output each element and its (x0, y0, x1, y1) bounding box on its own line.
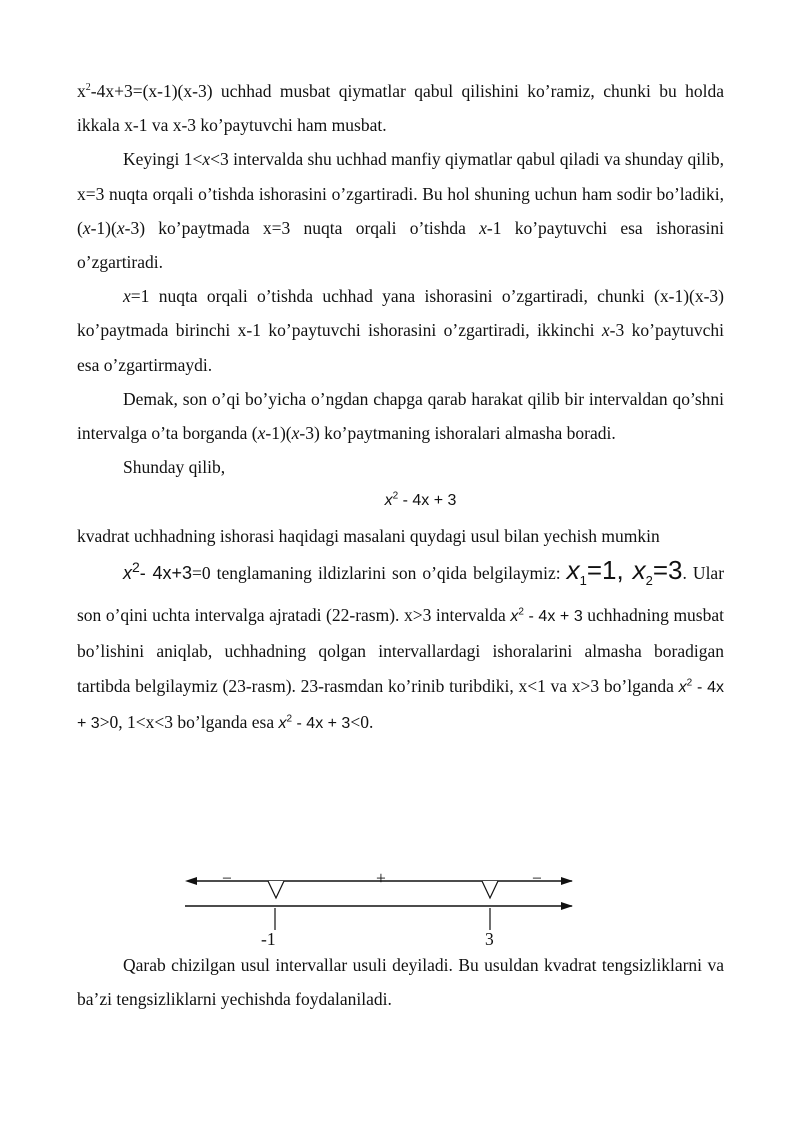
paragraph-3: x=1 nuqta orqali o’tishda uchhad yana ishorasini o’zgartiradi, chunki (x-1)(x-3) ko’paytmada birinchi x-1 ko’paytuvchi ishorasini o’zgartiradi, ikkinchi x-3 ko’paytuvchi esa o’zgartirmaydi. (77, 286, 724, 375)
paragraph-4: Demak, son o’qi bo’yicha o’ngdan chapga qarab harakat qilib bir intervaldan qo’shni intervalga o’ta borganda (x-1)(x-3) ko’paytmaning ishoralari almasha boradi. (77, 388, 724, 444)
paragraph-2: Keyingi 1<x<3 intervalda shu uchhad manfiy qiymatlar qabul qiladi va shunday qilib, x=3 nuqta orqali o’tishda ishorasini o’zgartiradi. Bu hol shuning uchun ham sodir bo’ladiki, (x-1)(x-3) ko’paytmada x=3 nuqta orqali o’tishda x-1 ko’paytuvchi esa ishorasini o’zgartiradi. (77, 149, 725, 273)
formula-center: $x^2 - 4x + 3$ (384, 491, 457, 510)
left-arrow-icon (185, 877, 197, 885)
label-left: -1 (261, 929, 276, 949)
paragraph-1: $x^2-4x+3=(x-1)(x-3)$ uchhad musbat qiymatlar qabul qilishini ko’ramiz, chunki bu holda ikkala x-1 va x-3 ko’paytuvchi ham musbat. (77, 81, 724, 136)
sign-change-mark-2 (482, 881, 498, 898)
sign-minus-left: − (222, 868, 232, 888)
document-footer-paragraph (77, 948, 724, 1016)
document-body (77, 74, 724, 741)
sign-minus-right: − (532, 868, 542, 888)
axis-arrow-icon (561, 902, 573, 910)
paragraph-7: $x^2-$ 4x+3=0 tenglamaning ildizlarini son o’qida belgilaymiz: $x_1=1$, $x_2=3$. Ular son o’qini uchta intervalga ajratadi (22-rasm). x>3 intervalda $x^2 - 4x + 3$ uchhadning musbat bo’lishini aniqlab, uchhadning qolgan intervallardagi ishoralarini almasha boradigan tartibda belgilaymiz (23-rasm). 23-rasmdan ko’rinib turibdiki, x<1 va x>3 bo’lganda $x^2 - 4x + 3>0$, 1<x<3 bo’lganda esa $x^2 - 4x + 3<0$. (77, 554, 725, 732)
label-right: 3 (485, 929, 494, 949)
paragraph-8: Qarab chizilgan usul intervallar usuli deyiladi. Bu usuldan kvadrat tengsizliklarni va ba’zi tengsizliklarni yechishda foydalaniladi. (77, 955, 724, 1010)
number-line-figure (180, 868, 580, 954)
paragraph-5: Shunday qilib, (123, 457, 226, 478)
right-arrow-icon (561, 877, 573, 885)
roots-formula: $x_1=1$, $x_2=3$ (566, 554, 683, 589)
paragraph-6: kvadrat uchhadning ishorasi haqidagi masalani quydagi usul bilan yechish mumkin (77, 525, 660, 546)
sign-plus: + (376, 868, 386, 888)
sign-change-mark-1 (268, 881, 284, 898)
